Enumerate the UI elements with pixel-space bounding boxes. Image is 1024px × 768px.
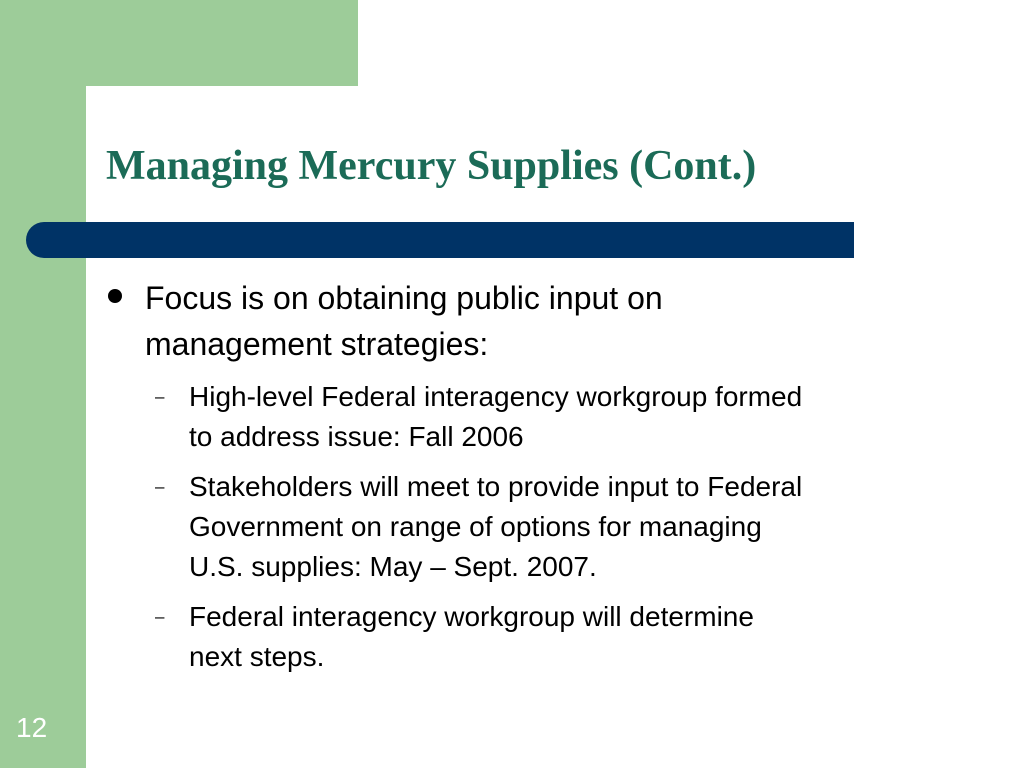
sub-bullet-3-line-2: next steps. bbox=[189, 641, 325, 672]
sub-bullet-1-line-1: High-level Federal interagency workgroup formed bbox=[189, 381, 803, 412]
sub-bullet-dash-3: – bbox=[155, 607, 165, 626]
sub-bullet-dash-1: – bbox=[155, 387, 165, 406]
main-bullet-line-2: management strategies: bbox=[145, 326, 489, 362]
bullet-dot-icon bbox=[108, 289, 122, 303]
slide-number: 12 bbox=[16, 712, 48, 743]
sub-bullet-1 bbox=[189, 377, 949, 457]
slide-title: Managing Mercury Supplies (Cont.) bbox=[106, 143, 757, 189]
main-bullet-line-1: Focus is on obtaining public input on bbox=[145, 280, 663, 316]
main-bullet-text bbox=[145, 275, 865, 367]
sub-bullet-2 bbox=[189, 467, 949, 587]
sub-bullet-1-line-2: to address issue: Fall 2006 bbox=[189, 421, 524, 452]
sub-bullet-3 bbox=[189, 597, 949, 677]
sub-bullet-3-line-1: Federal interagency workgroup will determine bbox=[189, 601, 754, 632]
sub-bullet-dash-2: – bbox=[155, 477, 165, 496]
sub-bullet-2-line-2: Government on range of options for managing bbox=[189, 511, 762, 542]
sub-bullet-2-line-3: U.S. supplies: May – Sept. 2007. bbox=[189, 551, 597, 582]
sub-bullet-2-line-1: Stakeholders will meet to provide input to Federal bbox=[189, 471, 803, 502]
